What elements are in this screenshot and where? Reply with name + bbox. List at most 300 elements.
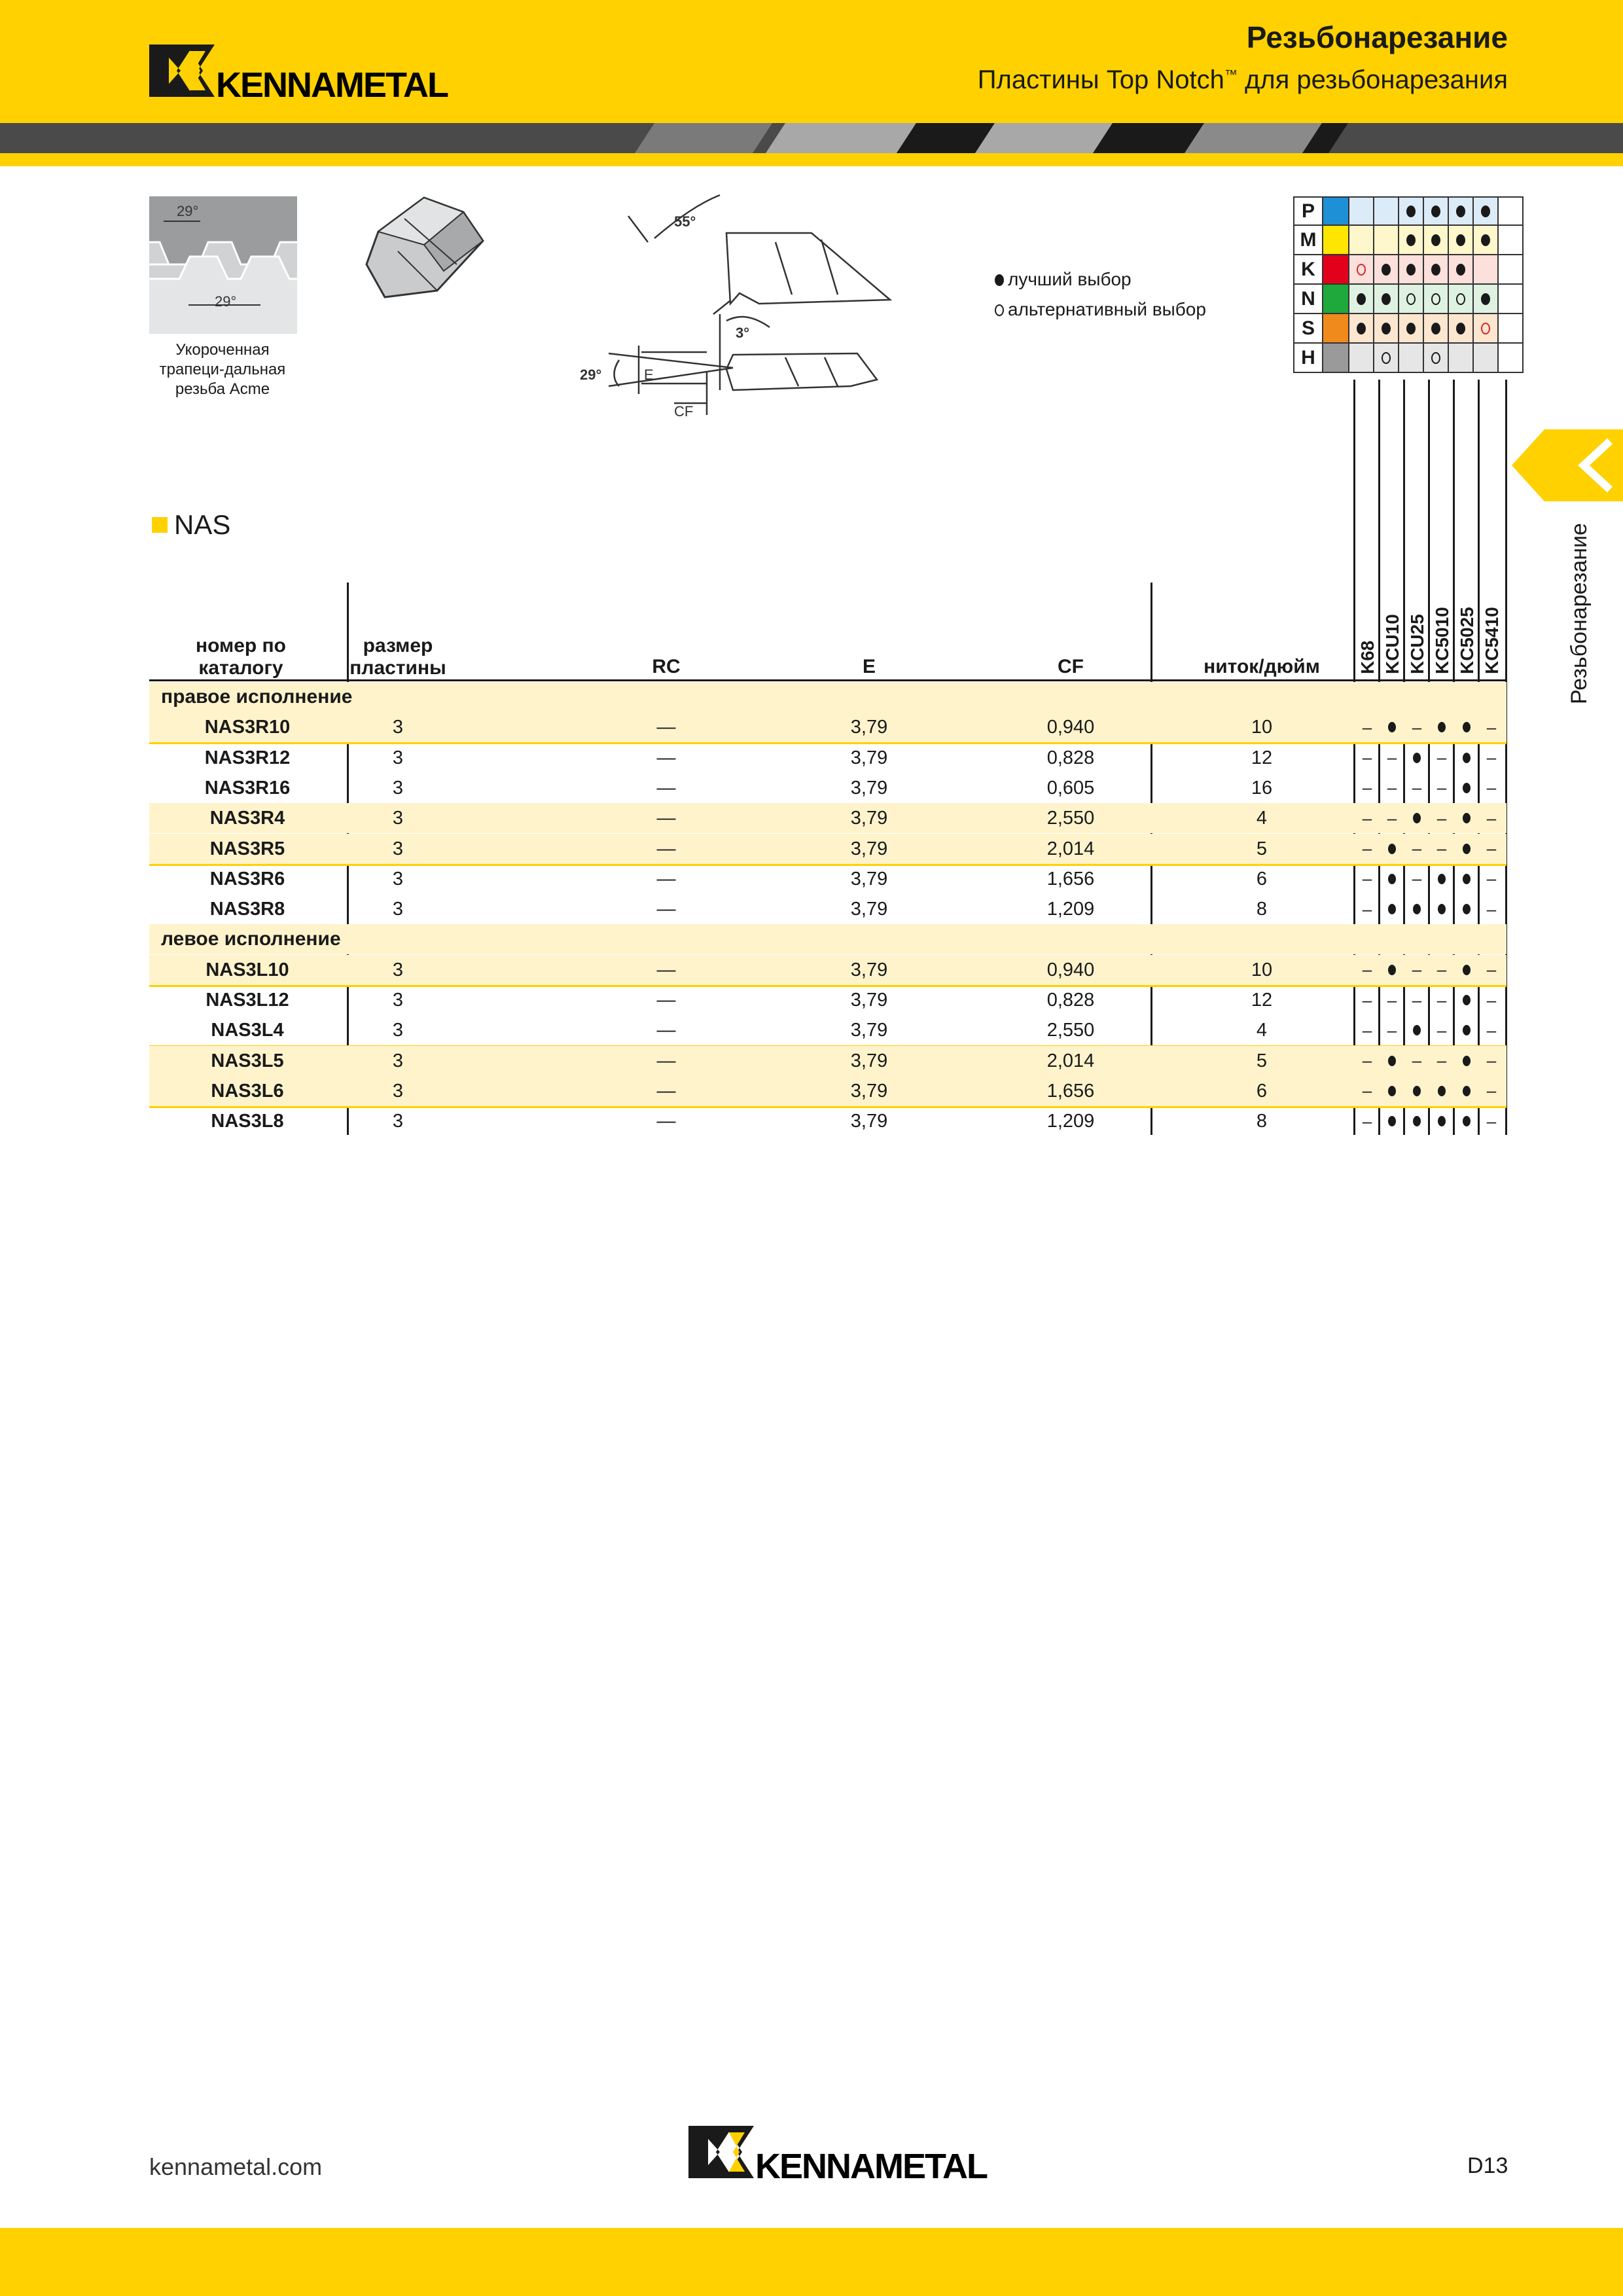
kennametal-logo-mark: [149, 45, 448, 105]
grade-cell-kc5010: –: [1436, 1050, 1447, 1071]
cell-e: 3,79: [850, 1020, 888, 1041]
material-grade-cell: [1399, 285, 1424, 314]
cell-cf: 0,828: [1046, 990, 1095, 1011]
grade-cell-kcu25: [1404, 1076, 1429, 1106]
grade-cell-kc5410: –: [1486, 838, 1497, 858]
best-choice-icon: [1413, 1025, 1421, 1035]
cell-size: 3: [392, 747, 404, 768]
best-choice-icon: [1456, 206, 1465, 217]
grade-cell-kcu10: [1380, 712, 1404, 742]
material-row-n: [1293, 285, 1524, 314]
alternative-choice-icon: [1456, 293, 1465, 305]
material-letter: K: [1293, 255, 1323, 285]
best-choice-icon: [1431, 323, 1440, 334]
material-grade-cell: [1424, 285, 1449, 314]
alternative-choice-icon: [995, 304, 1004, 316]
best-choice-icon: [1463, 874, 1471, 884]
grade-cell-kc5410: –: [1486, 1020, 1497, 1040]
grade-cell-kcu25: [1404, 894, 1429, 924]
best-choice-icon: [1388, 874, 1396, 884]
alternative-choice-icon: [1406, 293, 1416, 305]
grade-cell-kc5410: –: [1486, 990, 1497, 1010]
grade-cell-k68: –: [1362, 1111, 1372, 1131]
best-choice-icon: [1413, 813, 1421, 823]
table-row: [149, 1015, 1507, 1047]
grade-cell-kc5025: [1454, 803, 1479, 833]
cell-cf: 2,550: [1046, 1020, 1095, 1041]
cell-cf: 2,550: [1046, 808, 1095, 829]
cell-size: 3: [392, 959, 404, 980]
cell-rc: —: [656, 808, 676, 829]
table-row: [149, 1076, 1507, 1108]
cell-tpi: 10: [1251, 717, 1273, 738]
grade-cell-kcu25: –: [1412, 990, 1422, 1010]
grade-cell-kc5010: –: [1436, 747, 1447, 768]
cell-e: 3,79: [850, 868, 888, 889]
grade-cell-kcu10: [1380, 864, 1404, 894]
grade-cell-kc5410: –: [1486, 1050, 1497, 1071]
profile-caption: Укороченная трапеци-дальная резьба Acme: [159, 341, 286, 398]
cell-size: 3: [392, 1111, 404, 1132]
header-threads-per-inch: ниток/дюйм: [1204, 656, 1320, 677]
grade-cell-kc5410: –: [1486, 869, 1497, 889]
cell-tpi: 5: [1256, 1050, 1268, 1071]
angle-29-label: 29°: [580, 367, 602, 383]
grade-cell-k68: –: [1362, 990, 1372, 1010]
material-grade-cell: [1474, 285, 1499, 314]
grade-cell-kcu25: –: [1412, 778, 1422, 798]
cell-tpi: 12: [1251, 747, 1273, 768]
best-choice-icon: [1388, 1086, 1396, 1096]
header-rule: [149, 679, 1507, 681]
material-grade-cell: [1449, 344, 1474, 373]
grade-cell-kc5010: [1429, 894, 1454, 924]
material-letter: P: [1293, 196, 1323, 226]
cell-cat: NAS3R16: [204, 777, 291, 798]
angle-55-label: 55°: [674, 213, 696, 230]
best-choice-icon: [1431, 206, 1440, 217]
cell-e: 3,79: [850, 899, 888, 920]
best-choice-icon: [1463, 813, 1471, 823]
cell-cf: 0,940: [1046, 717, 1095, 738]
legend-alt: [995, 295, 1206, 325]
grade-cell-kcu10: –: [1387, 990, 1397, 1010]
grade-cell-kcu10: –: [1387, 778, 1397, 798]
table-row: [149, 743, 1507, 773]
material-grade-cell: [1374, 314, 1399, 344]
header-stripe-yellow: [0, 153, 1623, 166]
page-header-subtitle: [978, 65, 1508, 95]
cell-cat: NAS3R12: [204, 747, 291, 768]
material-grade-cell: [1349, 344, 1374, 373]
material-grade-cell: [1474, 344, 1499, 373]
cell-rc: —: [656, 1050, 676, 1071]
legend-best: [995, 264, 1206, 295]
grade-cell-kcu25: [1404, 1106, 1429, 1136]
cell-e: 3,79: [850, 777, 888, 798]
best-choice-icon: [1481, 293, 1490, 305]
cell-e: 3,79: [850, 717, 888, 738]
best-choice-icon: [1413, 904, 1421, 914]
cell-tpi: 5: [1256, 838, 1268, 859]
best-choice-icon: [1456, 323, 1465, 334]
cell-rc: —: [656, 899, 676, 920]
angle-3-label: 3°: [736, 325, 750, 341]
best-choice-icon: [1463, 783, 1471, 793]
cell-size: 3: [392, 808, 404, 829]
best-choice-icon: [1406, 323, 1416, 334]
best-choice-icon: [1382, 264, 1391, 276]
grade-cell-k68: –: [1362, 838, 1372, 858]
footer-wordmark: KENNAMETAL: [755, 2147, 987, 2186]
best-choice-icon: [1463, 844, 1471, 854]
side-tab-chevron: [1512, 429, 1623, 501]
material-grade-cell: [1449, 196, 1474, 226]
material-grade-cell: [1474, 226, 1499, 255]
grade-cell-kcu25: –: [1412, 838, 1422, 858]
cell-cat: NAS3R5: [209, 838, 285, 859]
cell-cat: NAS3L8: [211, 1111, 284, 1132]
cell-size: 3: [392, 838, 404, 859]
best-choice-icon: [1463, 1056, 1471, 1066]
alternative-choice-icon: [1481, 323, 1490, 334]
footer-band: [0, 2228, 1623, 2296]
best-choice-icon: [1388, 722, 1396, 732]
cell-cf: 0,828: [1046, 747, 1095, 768]
table-row: [149, 1046, 1507, 1076]
cell-size: 3: [392, 717, 404, 738]
material-color-swatch: [1323, 196, 1349, 226]
material-grade-cell: [1499, 314, 1524, 344]
cell-e: 3,79: [850, 959, 888, 980]
table-row: [149, 985, 1507, 1015]
material-grade-cell: [1499, 344, 1524, 373]
material-grade-cell: [1474, 255, 1499, 285]
grade-cell-kc5010: [1429, 712, 1454, 742]
cell-cf: 1,656: [1046, 868, 1095, 889]
best-choice-icon: [1406, 264, 1416, 276]
footer-url[interactable]: kennametal.com: [149, 2153, 323, 2180]
best-choice-icon: [1388, 1116, 1396, 1126]
material-color-swatch: [1323, 285, 1349, 314]
material-grade-cell: [1399, 226, 1424, 255]
material-letter: N: [1293, 285, 1323, 314]
cell-tpi: 6: [1256, 1080, 1268, 1102]
grade-cell-kc5025: [1454, 864, 1479, 894]
table-row: [149, 894, 1507, 926]
material-grade-cell: [1449, 285, 1474, 314]
cell-rc: —: [656, 868, 676, 889]
material-grade-cell: [1349, 285, 1374, 314]
material-grade-cell: [1449, 314, 1474, 344]
best-choice-icon: [1388, 844, 1396, 854]
cell-cat: NAS3R8: [209, 899, 285, 920]
cell-rc: —: [656, 747, 676, 768]
grade-cell-kc5410: –: [1486, 960, 1497, 980]
material-grade-cell: [1499, 285, 1524, 314]
grade-cell-k68: –: [1362, 899, 1372, 919]
cell-e: 3,79: [850, 1080, 888, 1102]
material-grade-cell: [1474, 314, 1499, 344]
grade-cell-k68: –: [1362, 717, 1372, 737]
grade-cell-k68: –: [1362, 960, 1372, 980]
group-label: левое исполнение: [161, 928, 341, 950]
material-grade-cell: [1349, 314, 1374, 344]
best-choice-icon: [1413, 753, 1421, 763]
grade-cell-k68: –: [1362, 747, 1372, 768]
material-grade-cell: [1374, 196, 1399, 226]
header-stripe: [0, 123, 1623, 153]
cell-e: 3,79: [850, 1050, 888, 1071]
angle-label-top: 29°: [177, 203, 199, 219]
material-grade-cell: [1374, 285, 1399, 314]
grade-cell-kc5010: –: [1436, 778, 1447, 798]
material-grade-cell: [1399, 255, 1424, 285]
material-grade-cell: [1374, 344, 1399, 373]
subtitle-main: Пластины Top Notch: [977, 65, 1224, 94]
cell-cat: NAS3L10: [205, 959, 289, 980]
cell-size: 3: [392, 899, 404, 920]
grade-cell-kc5410: –: [1486, 808, 1497, 828]
thread-profile-figure: [149, 196, 297, 334]
grade-cell-kc5025: [1454, 985, 1479, 1015]
material-grade-cell: [1499, 226, 1524, 255]
group-header: [149, 924, 1507, 954]
cell-cf: 2,014: [1046, 838, 1095, 859]
cell-cf: 2,014: [1046, 1050, 1095, 1071]
grade-cell-kcu10: [1380, 1106, 1404, 1136]
material-grade-cell: [1349, 196, 1374, 226]
grade-cell-kc5410: –: [1486, 1081, 1497, 1101]
material-grade-cell: [1399, 344, 1424, 373]
table-row: [149, 955, 1507, 987]
grade-cell-k68: –: [1362, 1020, 1372, 1040]
trademark-sign: ™: [1224, 67, 1238, 82]
grade-header-kcu10: KCU10: [1382, 614, 1402, 674]
section-title: NAS: [174, 509, 231, 540]
best-choice-icon: [1388, 965, 1396, 975]
material-grade-cell: [1499, 196, 1524, 226]
side-tab-label: Резьбонарезание: [1567, 523, 1592, 704]
grade-cell-kcu10: [1380, 834, 1404, 864]
material-grade-cell: [1424, 344, 1449, 373]
material-color-swatch: [1323, 314, 1349, 344]
material-row-k: [1293, 255, 1524, 285]
best-choice-icon: [1431, 234, 1440, 246]
best-choice-icon: [1463, 1025, 1471, 1035]
table-row: [149, 803, 1507, 833]
best-choice-icon: [1413, 1116, 1421, 1126]
best-choice-icon: [1382, 293, 1391, 305]
best-choice-icon: [1406, 234, 1416, 246]
alternative-choice-icon: [1431, 352, 1440, 364]
best-choice-icon: [1388, 904, 1396, 914]
best-choice-icon: [995, 274, 1004, 286]
material-grade-cell: [1424, 314, 1449, 344]
cell-cat: NAS3L5: [211, 1050, 284, 1071]
page-number: D13: [1467, 2153, 1508, 2178]
grade-header-kc5010: KC5010: [1432, 607, 1452, 674]
material-letter: H: [1293, 344, 1323, 373]
grade-cell-kc5010: –: [1436, 990, 1447, 1010]
grade-cell-kcu25: [1404, 803, 1429, 833]
cell-e: 3,79: [850, 990, 888, 1011]
cell-tpi: 10: [1251, 959, 1273, 980]
material-grade-cell: [1349, 255, 1374, 285]
grade-cell-k68: –: [1362, 1050, 1372, 1071]
cell-tpi: 6: [1256, 868, 1268, 889]
grade-cell-kc5025: [1454, 955, 1479, 985]
kennametal-logo[interactable]: [149, 45, 448, 105]
cell-e: 3,79: [850, 838, 888, 859]
best-choice-icon: [1456, 234, 1465, 246]
subtitle-tail: для резьбонарезания: [1244, 65, 1508, 94]
material-grade-cell: [1449, 255, 1474, 285]
cell-rc: —: [656, 777, 676, 798]
grade-cell-kc5010: –: [1436, 838, 1447, 858]
material-grade-cell: [1399, 314, 1424, 344]
material-color-swatch: [1323, 226, 1349, 255]
grade-header-kc5025: KC5025: [1457, 607, 1477, 674]
cell-tpi: 16: [1251, 777, 1273, 798]
grade-header-kcu25: KCU25: [1407, 614, 1427, 674]
section-bullet: [152, 517, 168, 533]
cell-cat: NAS3L4: [211, 1020, 284, 1041]
grade-cell-kc5025: [1454, 1106, 1479, 1136]
best-choice-icon: [1463, 1116, 1471, 1126]
grade-cell-kc5410: –: [1486, 899, 1497, 919]
dimension-e-label: E: [644, 367, 654, 383]
cell-tpi: 4: [1256, 808, 1268, 829]
cell-tpi: 8: [1256, 1111, 1268, 1132]
material-letter: S: [1293, 314, 1323, 344]
material-grade-cell: [1374, 255, 1399, 285]
material-grade-cell: [1424, 226, 1449, 255]
alternative-choice-icon: [1382, 352, 1391, 364]
grade-cell-kcu10: [1380, 955, 1404, 985]
best-choice-icon: [1463, 1086, 1471, 1096]
header-rc: RC: [652, 656, 681, 677]
best-choice-icon: [1456, 264, 1465, 276]
cell-rc: —: [656, 990, 676, 1011]
header-insert-size: размер пластины: [349, 635, 446, 679]
best-choice-icon: [1438, 1116, 1446, 1126]
legend: [995, 264, 1206, 325]
legend-best-text: лучший выбор: [1008, 269, 1132, 289]
grade-cell-kc5025: [1454, 1046, 1479, 1076]
alternative-choice-icon: [1431, 293, 1440, 305]
best-choice-icon: [1463, 904, 1471, 914]
cell-rc: —: [656, 1080, 676, 1102]
best-choice-icon: [1438, 1086, 1446, 1096]
best-choice-icon: [1463, 722, 1471, 732]
material-grade-cell: [1499, 255, 1524, 285]
grade-cell-k68: –: [1362, 808, 1372, 828]
material-row-s: [1293, 314, 1524, 344]
cell-cf: 1,656: [1046, 1080, 1095, 1102]
grade-cell-kc5025: [1454, 773, 1479, 803]
grade-header-k68: K68: [1357, 640, 1378, 674]
grade-cell-kc5010: [1429, 864, 1454, 894]
cell-e: 3,79: [850, 1111, 888, 1132]
best-choice-icon: [1431, 264, 1440, 276]
table-row: [149, 1106, 1507, 1136]
grade-cell-kc5025: [1454, 894, 1479, 924]
group-header: [149, 682, 1507, 712]
grade-cell-kcu25: [1404, 1015, 1429, 1045]
grade-cell-kcu25: –: [1412, 717, 1422, 737]
cell-size: 3: [392, 868, 404, 889]
best-choice-icon: [1406, 206, 1416, 217]
grade-cell-kc5010: –: [1436, 808, 1447, 828]
best-choice-icon: [1463, 995, 1471, 1005]
material-grid: [1293, 196, 1524, 373]
grade-cell-kc5010: –: [1436, 1020, 1447, 1040]
grade-cell-kcu10: –: [1387, 808, 1397, 828]
footer-kennametal-logo[interactable]: [688, 2126, 987, 2186]
cell-cf: 1,209: [1046, 1111, 1095, 1132]
best-choice-icon: [1438, 904, 1446, 914]
table-row: [149, 864, 1507, 894]
grade-cell-kc5025: [1454, 743, 1479, 773]
grade-cell-kc5410: –: [1486, 1111, 1497, 1131]
cell-cf: 1,209: [1046, 899, 1095, 920]
grade-cell-kc5410: –: [1486, 778, 1497, 798]
best-choice-icon: [1357, 293, 1366, 305]
legend-alt-text: альтернативный выбор: [1008, 299, 1206, 319]
cell-tpi: 4: [1256, 1020, 1268, 1041]
material-row-m: [1293, 226, 1524, 255]
best-choice-icon: [1357, 323, 1366, 334]
grade-cell-k68: –: [1362, 869, 1372, 889]
material-row-h: [1293, 344, 1524, 373]
cell-rc: —: [656, 1111, 676, 1132]
grade-cell-k68: –: [1362, 778, 1372, 798]
cell-e: 3,79: [850, 808, 888, 829]
material-grade-cell: [1349, 226, 1374, 255]
table-row: [149, 834, 1507, 866]
grade-cell-kc5025: [1454, 834, 1479, 864]
grade-cell-kcu10: [1380, 1046, 1404, 1076]
grade-cell-kc5025: [1454, 1015, 1479, 1045]
best-choice-icon: [1481, 206, 1490, 217]
best-choice-icon: [1481, 234, 1490, 246]
cell-cat: NAS3L6: [211, 1080, 284, 1102]
grade-cell-kc5010: [1429, 1076, 1454, 1106]
cell-tpi: 12: [1251, 990, 1273, 1011]
material-grade-cell: [1424, 255, 1449, 285]
cell-rc: —: [656, 838, 676, 859]
cell-rc: —: [656, 959, 676, 980]
grade-cell-kc5010: [1429, 1106, 1454, 1136]
material-grade-cell: [1449, 226, 1474, 255]
grade-cell-kc5025: [1454, 1076, 1479, 1106]
grade-cell-kcu25: –: [1412, 960, 1422, 980]
grade-cell-kc5025: [1454, 712, 1479, 742]
grade-cell-k68: –: [1362, 1081, 1372, 1101]
cell-cat: NAS3R10: [204, 717, 291, 738]
grade-cell-kc5410: –: [1486, 747, 1497, 768]
header-catalog: номер по каталогу: [195, 635, 287, 679]
best-choice-icon: [1438, 874, 1446, 884]
table-row: [149, 773, 1507, 805]
grade-cell-kcu25: –: [1412, 869, 1422, 889]
best-choice-icon: [1413, 1086, 1421, 1096]
grade-cell-kcu10: –: [1387, 747, 1397, 768]
material-color-swatch: [1323, 344, 1349, 373]
table-row: [149, 712, 1507, 744]
alternative-choice-icon: [1357, 264, 1366, 276]
